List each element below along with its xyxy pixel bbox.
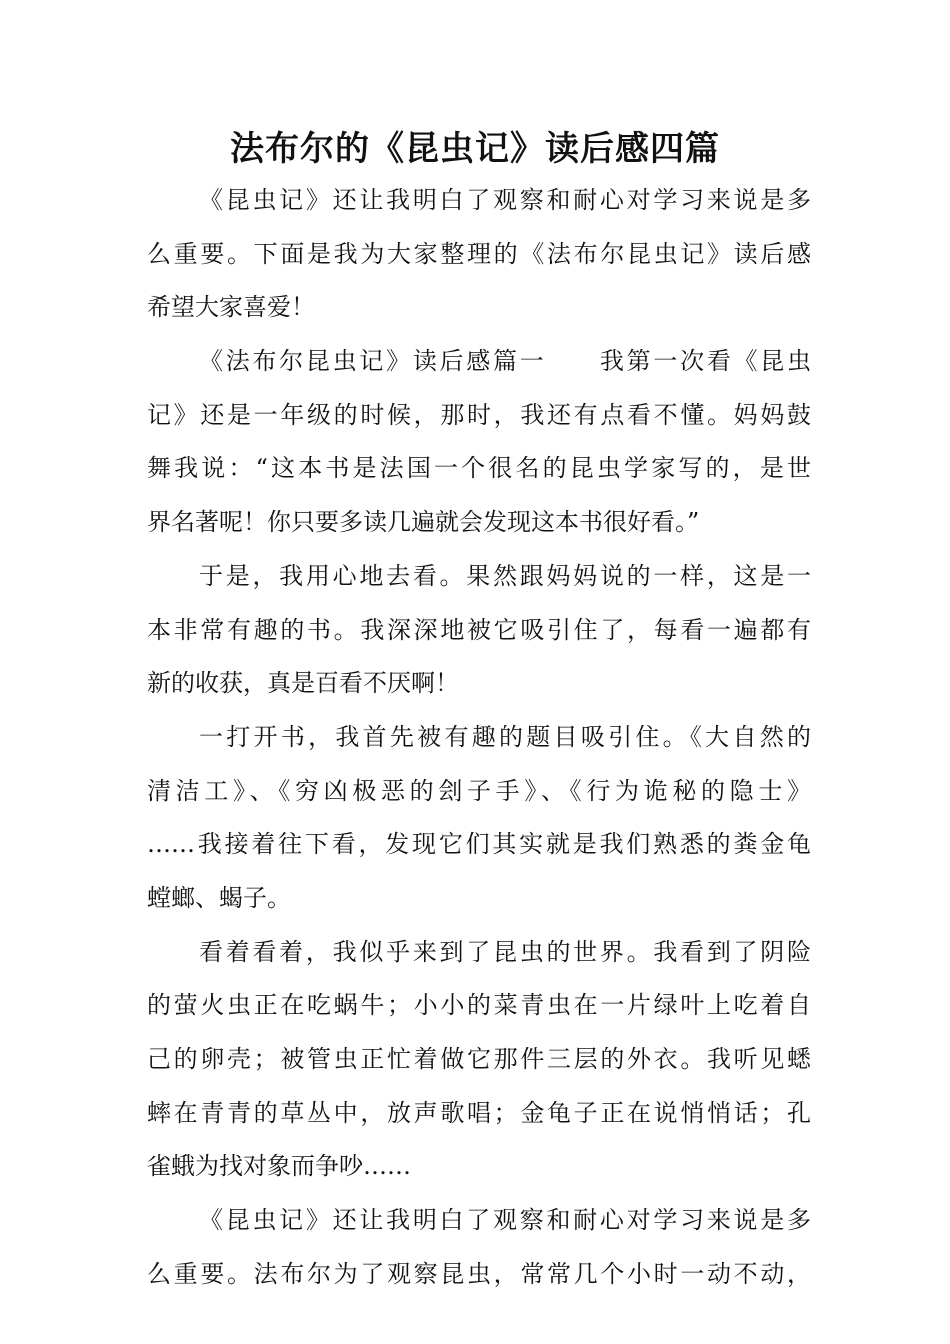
paragraph-line: 清洁工》、《穷凶极恶的刽子手》、《行为诡秘的隐士》	[147, 776, 811, 805]
paragraph-line: 新的收获，真是百看不厌啊！	[147, 669, 459, 698]
paragraph-line: 的萤火虫正在吃蜗牛；小小的菜青虫在一片绿叶上吃着自	[147, 991, 811, 1020]
paragraph-line: 《昆虫记》还让我明白了观察和耐心对学习来说是多	[199, 186, 811, 214]
document-title: 法布尔的《昆虫记》读后感四篇	[230, 129, 720, 169]
document-body	[147, 174, 811, 1301]
paragraph-line: 么重要。法布尔为了观察昆虫，常常几个小时一动不动，	[147, 1259, 811, 1288]
paragraph-line: 界名著呢！你只要多读几遍就会发现这本书很好看。”	[147, 508, 700, 537]
paragraph-line: 于是，我用心地去看。果然跟妈妈说的一样，这是一	[199, 561, 811, 590]
paragraph-line: 希望大家喜爱！	[147, 293, 315, 322]
paragraph-line: 本非常有趣的书。我深深地被它吸引住了，每看一遍都有	[147, 615, 811, 644]
paragraph-line: 雀蛾为找对象而争吵……	[147, 1152, 411, 1181]
paragraph-line: 己的卵壳；被管虫正忙着做它那件三层的外衣。我听见蟋	[147, 1045, 811, 1073]
paragraph-line: 么重要。下面是我为大家整理的《法布尔昆虫记》读后感	[147, 239, 811, 268]
paragraph-line: 蟀在青青的草丛中，放声歌唱；金龟子正在说悄悄话；孔	[147, 1098, 811, 1127]
paragraph-line: 《法布尔昆虫记》读后感篇一 我第一次看《昆虫	[199, 347, 811, 376]
paragraph-line: 记》还是一年级的时候，那时，我还有点看不懂。妈妈鼓	[147, 400, 811, 429]
paragraph-line: 《昆虫记》还让我明白了观察和耐心对学习来说是多	[199, 1206, 811, 1235]
paragraph-line: 看着看着，我似乎来到了昆虫的世界。我看到了阴险	[199, 937, 811, 966]
paragraph-line: 一打开书，我首先被有趣的题目吸引住。《大自然的	[199, 722, 811, 751]
paragraph-line: 螳螂、蝎子。	[147, 883, 291, 912]
paragraph-line: 舞我说：“这本书是法国一个很名的昆虫学家写的，是世	[147, 454, 811, 483]
paragraph-line: ……我接着往下看，发现它们其实就是我们熟悉的粪金龟	[147, 830, 811, 859]
